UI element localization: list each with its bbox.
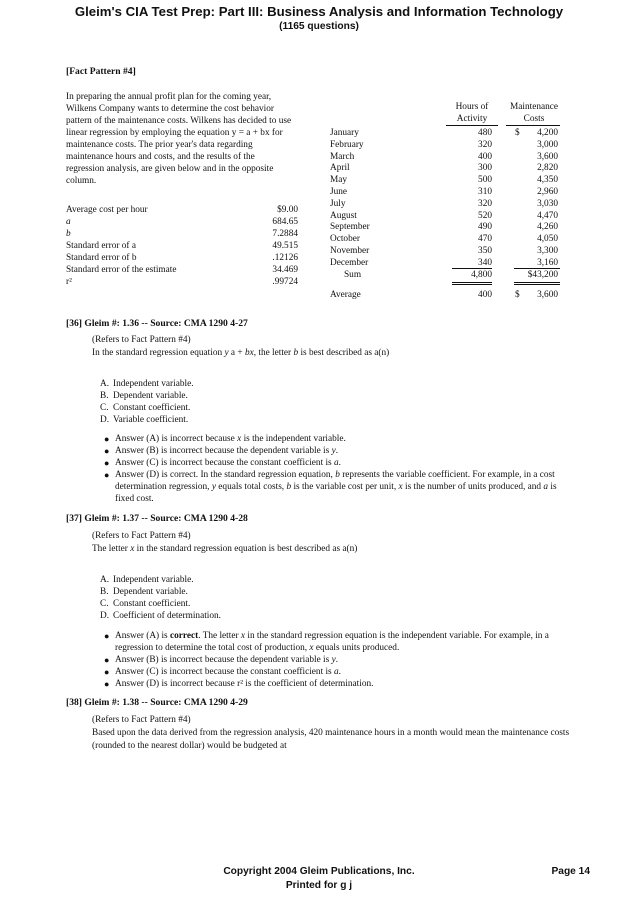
sum-double-rule [452, 284, 492, 285]
answer-text: Answer (A) is incorrect because x is the independent variable. [115, 434, 346, 444]
stat-label: Standard error of a [66, 241, 136, 251]
stat-row [66, 276, 298, 288]
answer-explanation [104, 678, 574, 690]
stat-row [66, 252, 298, 264]
cost-value: 3,600 [537, 151, 558, 162]
sum-hours: 4,800 [471, 270, 492, 280]
bullet-icon: ● [104, 434, 110, 444]
fact-pattern-intro: In preparing the annual profit plan for the coming year, Wilkens Company wants to determine the cost behavior pattern of the maintenance costs. Wilkens has decided to use linear regression by employing the equation y = a + bx for maintenance costs. The prior year's data regarding maintenance hours and costs, and the results of the regression analysis, are given below and in the opposite column. [66, 92, 292, 186]
dollar-sign: $ [515, 128, 520, 138]
answer-text: Answer (A) is correct. The letter x in the standard regression equation is the independent variable. For example, in a regression to determine the total cost of production, x equals units produced. [115, 631, 549, 653]
choice-letter: B. [100, 391, 109, 401]
hours-header-line2: Activity [456, 114, 488, 124]
answer-explanation [104, 469, 574, 505]
question-37-ref: (Refers to Fact Pattern #4) [92, 531, 191, 541]
stat-value: 34.469 [272, 265, 298, 275]
printed-for: Printed for g j [285, 880, 353, 891]
answer-text: Answer (D) is correct. In the standard regression equation, b represents the variable coefficient. For example, in a cost determination regression, y equals total costs, b is the variable cost per unit, x is the number of units produced, and a is fixed cost. [115, 470, 557, 504]
choice-text: Dependent variable. [113, 391, 188, 401]
stat-label: Standard error of the estimate [66, 265, 177, 275]
stat-label: Average cost per hour [66, 205, 148, 215]
page-title: Gleim's CIA Test Prep: Part III: Business Analysis and Information Technology [74, 4, 564, 19]
choice-letter: C. [100, 403, 109, 413]
choice-item[interactable] [100, 598, 190, 610]
choice-text: Independent variable. [113, 575, 194, 585]
question-38-ref: (Refers to Fact Pattern #4) [92, 715, 191, 725]
answer-text: Answer (C) is incorrect because the constant coefficient is a. [115, 458, 341, 468]
hours-header-line1: Hours of [455, 102, 489, 112]
choice-text: Dependent variable. [113, 587, 188, 597]
answer-explanation [104, 445, 574, 457]
bullet-icon: ● [104, 470, 110, 480]
stat-value: $9.00 [277, 205, 298, 215]
month-label: January [330, 128, 359, 138]
page-subtitle: (1165 questions) [279, 21, 359, 32]
hours-value: 490 [478, 222, 492, 233]
stat-row [66, 216, 298, 228]
cost-value: 4,470 [537, 210, 558, 221]
choice-item[interactable] [100, 402, 190, 414]
sum-cost: $43,200 [527, 270, 558, 280]
stat-label: a [66, 217, 71, 227]
cost-value: 3,030 [537, 198, 558, 209]
hours-value: 310 [478, 187, 492, 197]
costs-header-line1: Maintenance [509, 102, 558, 112]
hours-value: 300 [478, 163, 492, 174]
answer-text: Answer (B) is incorrect because the dependent variable is y. [115, 446, 339, 456]
cost-value: 4,200 [537, 128, 558, 138]
bullet-icon: ● [104, 655, 110, 665]
choice-item[interactable] [100, 610, 221, 622]
average-dollar: $ [515, 290, 520, 300]
answer-text: Answer (B) is incorrect because the dependent variable is y. [115, 655, 339, 665]
cost-value: 4,350 [537, 175, 558, 186]
choice-text: Independent variable. [113, 379, 194, 389]
choice-item[interactable] [100, 574, 194, 586]
stat-label: r² [66, 277, 72, 287]
stat-row [66, 240, 298, 252]
choice-text: Constant coefficient. [113, 599, 191, 609]
sum-double-rule [514, 282, 560, 283]
header-underline [446, 125, 498, 126]
answer-text: Answer (C) is incorrect because the constant coefficient is a. [115, 667, 341, 677]
average-cost: 3,600 [537, 290, 558, 300]
hours-value: 520 [478, 210, 492, 221]
cost-value: 3,300 [537, 246, 558, 256]
question-37-heading: [37] Gleim #: 1.37 -- Source: CMA 1290 4-28 [66, 513, 248, 524]
cost-value: 3,160 [537, 257, 558, 268]
question-36-text: In the standard regression equation y a + bx, the letter b is best described as a(n) [92, 348, 390, 358]
stat-value: 684.65 [272, 217, 298, 227]
month-label: October [330, 234, 360, 245]
month-label: August [330, 210, 357, 221]
cost-value: 2,820 [537, 163, 558, 174]
bullet-icon: ● [104, 667, 110, 677]
choice-item[interactable] [100, 378, 194, 390]
choice-letter: A. [100, 575, 110, 585]
average-label: Average [330, 290, 361, 300]
hours-value: 480 [478, 128, 492, 138]
month-label: September [330, 222, 370, 233]
answer-explanation [104, 666, 574, 678]
bullet-icon: ● [104, 446, 110, 456]
hours-value: 350 [478, 246, 492, 256]
month-label: June [330, 187, 348, 197]
month-label: March [330, 151, 355, 162]
question-36-ref: (Refers to Fact Pattern #4) [92, 335, 191, 345]
month-label: February [330, 139, 364, 150]
sum-label: Sum [344, 270, 362, 280]
month-label: May [330, 175, 348, 186]
question-38-text: Based upon the data derived from the regression analysis, 420 maintenance hours in a month would mean the maintenance costs (rounded to the nearest dollar) would be budgeted at [92, 728, 570, 751]
cost-value: 4,050 [537, 234, 558, 245]
costs-header-line2: Costs [523, 114, 545, 124]
choice-letter: A. [100, 379, 110, 389]
choice-text: Constant coefficient. [113, 403, 191, 413]
month-label: July [330, 198, 346, 209]
question-36-heading: [36] Gleim #: 1.36 -- Source: CMA 1290 4-27 [66, 318, 248, 329]
bullet-icon: ● [104, 631, 110, 641]
cost-value: 4,260 [537, 222, 558, 233]
stat-row [66, 204, 298, 216]
page-number: Page 14 [551, 866, 590, 877]
answer-explanation [104, 433, 574, 445]
sum-double-rule [452, 282, 492, 283]
choice-letter: B. [100, 587, 109, 597]
question-38-heading: [38] Gleim #: 1.38 -- Source: CMA 1290 4-29 [66, 697, 248, 708]
question-37-text: The letter x in the standard regression equation is best described as a(n) [92, 544, 358, 554]
sum-double-rule [514, 284, 560, 285]
bullet-icon: ● [104, 679, 110, 689]
answer-explanation [104, 654, 574, 666]
month-label: December [330, 257, 369, 268]
answer-text: Answer (D) is incorrect because r² is the coefficient of determination. [115, 679, 374, 689]
choice-text: Variable coefficient. [113, 415, 189, 425]
hours-value: 470 [478, 234, 492, 245]
fact-pattern-label: [Fact Pattern #4] [66, 66, 136, 77]
choice-text: Coefficient of determination. [113, 611, 221, 621]
choice-letter: C. [100, 599, 109, 609]
answer-explanation [104, 457, 574, 469]
hours-value: 340 [478, 257, 492, 268]
hours-value: 320 [478, 198, 492, 209]
stat-row [66, 228, 298, 240]
cost-value: 2,960 [537, 187, 558, 197]
month-label: November [330, 246, 370, 256]
stat-label: Standard error of b [66, 253, 137, 263]
header-underline [506, 125, 560, 126]
month-label: April [330, 163, 350, 174]
hours-value: 400 [478, 151, 492, 162]
cost-value: 3,000 [537, 139, 558, 150]
copyright: Copyright 2004 Gleim Publications, Inc. [223, 866, 415, 877]
stat-value: 49.515 [272, 241, 298, 251]
hours-value: 320 [478, 139, 492, 150]
choice-letter: D. [100, 415, 110, 425]
average-hours: 400 [478, 290, 492, 300]
choice-item[interactable] [100, 414, 188, 426]
choice-letter: D. [100, 611, 110, 621]
stat-value: .12126 [272, 253, 298, 263]
hours-value: 500 [478, 175, 492, 186]
stat-value: 7.2884 [272, 229, 298, 239]
answer-explanation [104, 630, 574, 654]
stat-value: .99724 [272, 277, 298, 287]
choice-item[interactable] [100, 390, 188, 402]
stat-label: b [66, 229, 71, 239]
stat-row [66, 264, 298, 276]
bullet-icon: ● [104, 458, 110, 468]
choice-item[interactable] [100, 586, 188, 598]
